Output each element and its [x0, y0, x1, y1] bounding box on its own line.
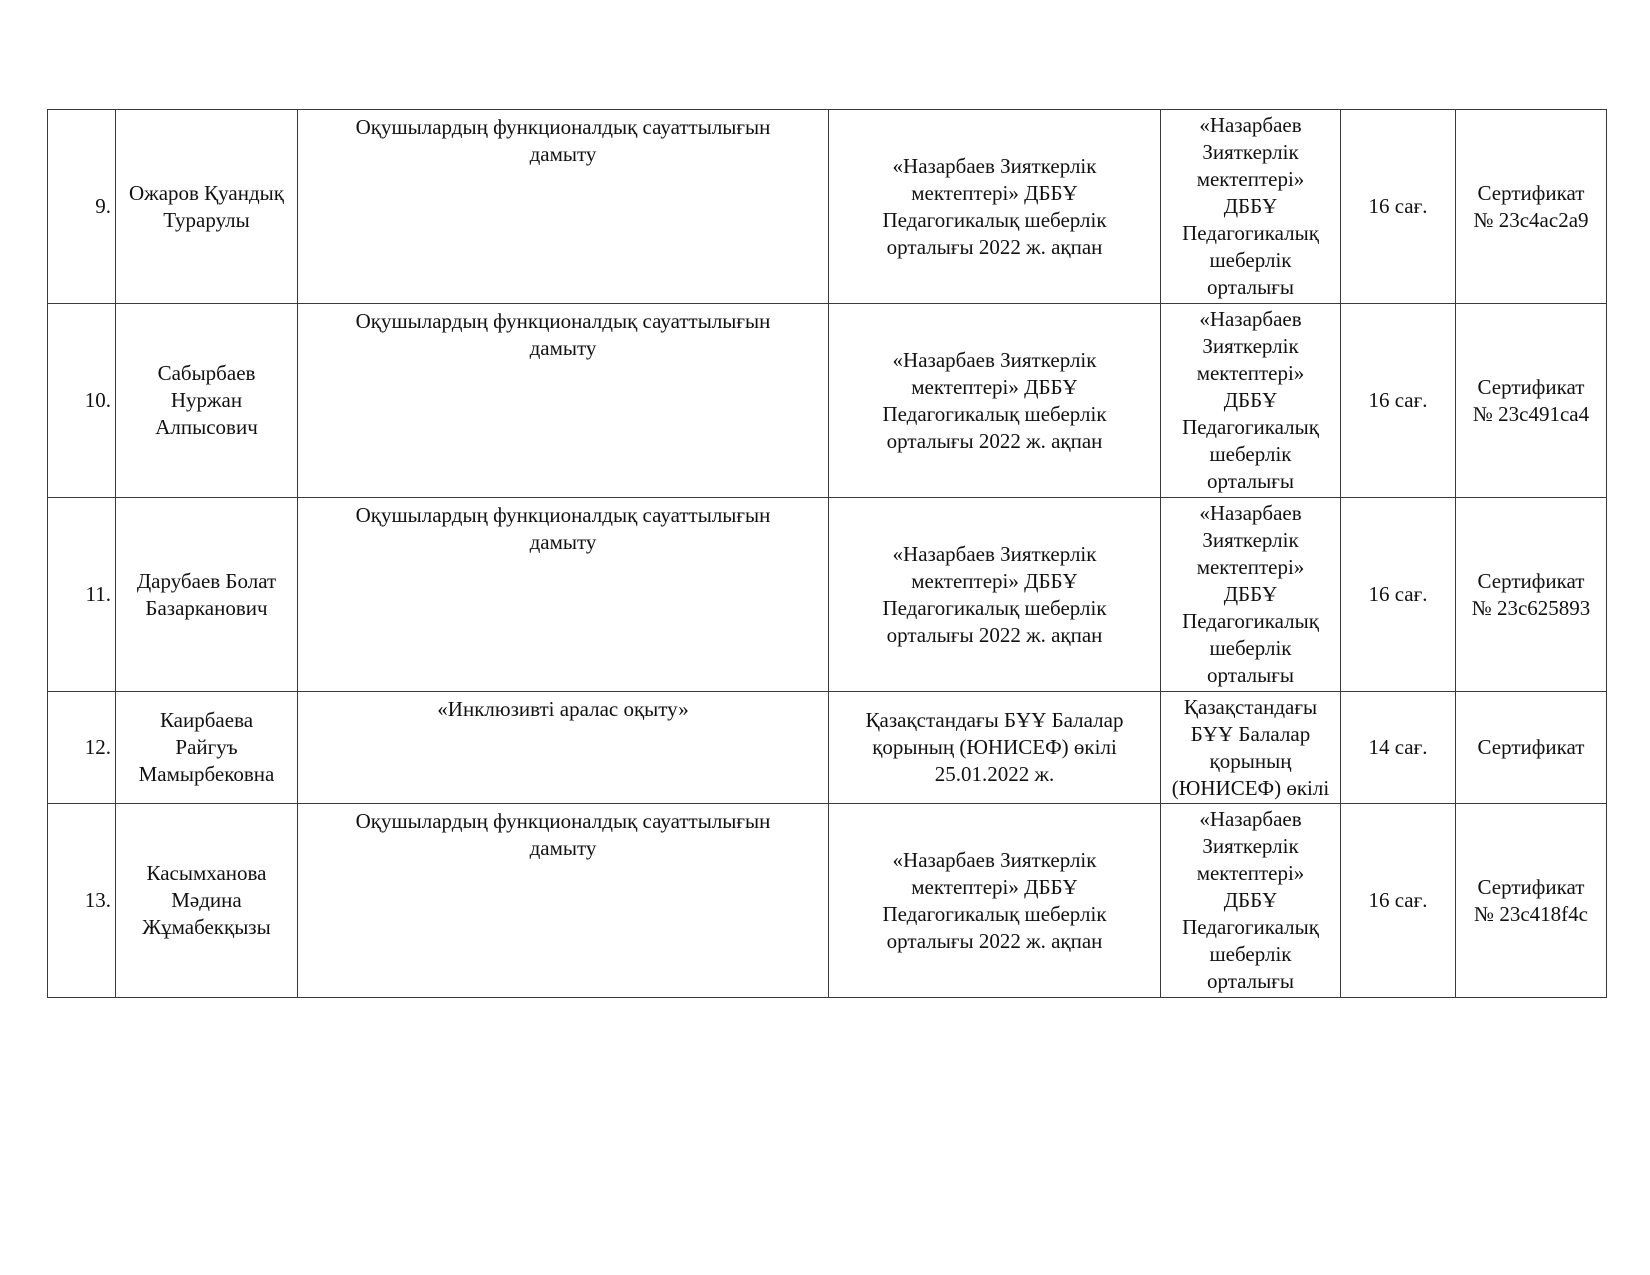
row-number-cell [48, 498, 116, 692]
issuer: «Назарбаев Зияткерлік мектептері» ДББҰ Педагогикалық шеберлік орталығы [1182, 113, 1319, 299]
course-topic-cell [298, 692, 829, 804]
table-row [48, 498, 1607, 692]
teacher-name: Дарубаев Болат Базарканович [136, 568, 277, 620]
issuer: «Назарбаев Зияткерлік мектептері» ДББҰ Педагогикалық шеберлік орталығы [1182, 501, 1319, 687]
course-topic: Оқушылардың функционалдық сауаттылығын дамыту [355, 503, 771, 554]
course-topic-cell [298, 498, 829, 692]
certificate: Сертификат [1477, 735, 1585, 759]
certificate-cell [1456, 804, 1607, 998]
table-row [48, 304, 1607, 498]
table-row [48, 804, 1607, 998]
row-number: 9. [95, 194, 111, 218]
teacher-name: Каирбаева Райгуъ Мамырбековна [138, 708, 275, 786]
hours-cell [1341, 692, 1456, 804]
course-topic: Оқушылардың функционалдық сауаттылығын дамыту [355, 809, 771, 860]
teacher-name: Ожаров Қуандық Турарулы [129, 180, 284, 232]
course-topic: Оқушылардың функционалдық сауаттылығын дамыту [355, 309, 771, 360]
certificate-cell [1456, 692, 1607, 804]
issuer-cell [1161, 498, 1341, 692]
table-row [48, 692, 1607, 804]
hours: 16 сағ. [1368, 888, 1428, 912]
row-number: 11. [85, 582, 111, 606]
organizer-date: «Назарбаев Зияткерлік мектептері» ДББҰ Педагогикалық шеберлік орталығы 2022 ж. ақпан [882, 347, 1107, 453]
organizer-date-cell [829, 110, 1161, 304]
organizer-date: «Назарбаев Зияткерлік мектептері» ДББҰ Педагогикалық шеберлік орталығы 2022 ж. ақпан [882, 153, 1107, 259]
teacher-name-cell [116, 110, 298, 304]
certificate: Сертификат № 23c625893 [1471, 568, 1591, 620]
row-number-cell [48, 304, 116, 498]
issuer-cell [1161, 804, 1341, 998]
organizer-date: «Назарбаев Зияткерлік мектептері» ДББҰ Педагогикалық шеберлік орталығы 2022 ж. ақпан [882, 541, 1107, 647]
hours: 16 сағ. [1368, 582, 1428, 606]
certificate-cell [1456, 498, 1607, 692]
certificate: Сертификат № 23c4ac2a9 [1473, 180, 1589, 232]
teacher-name: Касымханова Мәдина Жұмабекқызы [142, 861, 271, 939]
row-number-cell [48, 110, 116, 304]
table-row [48, 110, 1607, 304]
organizer-date-cell [829, 304, 1161, 498]
organizer-date-cell [829, 692, 1161, 804]
hours-cell [1341, 110, 1456, 304]
training-records-table [47, 109, 1607, 998]
course-topic-cell [298, 110, 829, 304]
certificate-cell [1456, 304, 1607, 498]
course-topic: Оқушылардың функционалдық сауаттылығын дамыту [355, 115, 771, 166]
organizer-date-cell [829, 804, 1161, 998]
hours: 16 сағ. [1368, 388, 1428, 412]
issuer: «Назарбаев Зияткерлік мектептері» ДББҰ Педагогикалық шеберлік орталығы [1182, 807, 1319, 993]
issuer-cell [1161, 304, 1341, 498]
organizer-date: «Назарбаев Зияткерлік мектептері» ДББҰ Педагогикалық шеберлік орталығы 2022 ж. ақпан [882, 847, 1107, 953]
row-number: 12. [84, 735, 111, 759]
teacher-name-cell [116, 498, 298, 692]
course-topic-cell [298, 304, 829, 498]
teacher-name-cell [116, 804, 298, 998]
certificate: Сертификат № 23c418f4c [1474, 874, 1588, 926]
hours-cell [1341, 304, 1456, 498]
hours: 14 сағ. [1368, 735, 1428, 759]
teacher-name: Сабырбаев Нуржан Алпысович [155, 361, 258, 439]
issuer-cell [1161, 110, 1341, 304]
course-topic: «Инклюзивті аралас оқыту» [437, 697, 689, 721]
certificate-cell [1456, 110, 1607, 304]
issuer: «Назарбаев Зияткерлік мектептері» ДББҰ Педагогикалық шеберлік орталығы [1182, 307, 1319, 493]
teacher-name-cell [116, 304, 298, 498]
issuer: Қазақстандағы БҰҰ Балалар қорының (ЮНИСЕФ) өкілі [1171, 694, 1330, 800]
certificate: Сертификат № 23c491ca4 [1472, 374, 1590, 426]
teacher-name-cell [116, 692, 298, 804]
row-number-cell [48, 692, 116, 804]
course-topic-cell [298, 804, 829, 998]
hours-cell [1341, 804, 1456, 998]
organizer-date-cell [829, 498, 1161, 692]
issuer-cell [1161, 692, 1341, 804]
row-number: 10. [84, 388, 111, 412]
hours: 16 сағ. [1368, 194, 1428, 218]
row-number-cell [48, 804, 116, 998]
hours-cell [1341, 498, 1456, 692]
row-number: 13. [84, 888, 111, 912]
organizer-date: Қазақстандағы БҰҰ Балалар қорының (ЮНИСЕФ) өкілі 25.01.2022 ж. [865, 708, 1124, 786]
